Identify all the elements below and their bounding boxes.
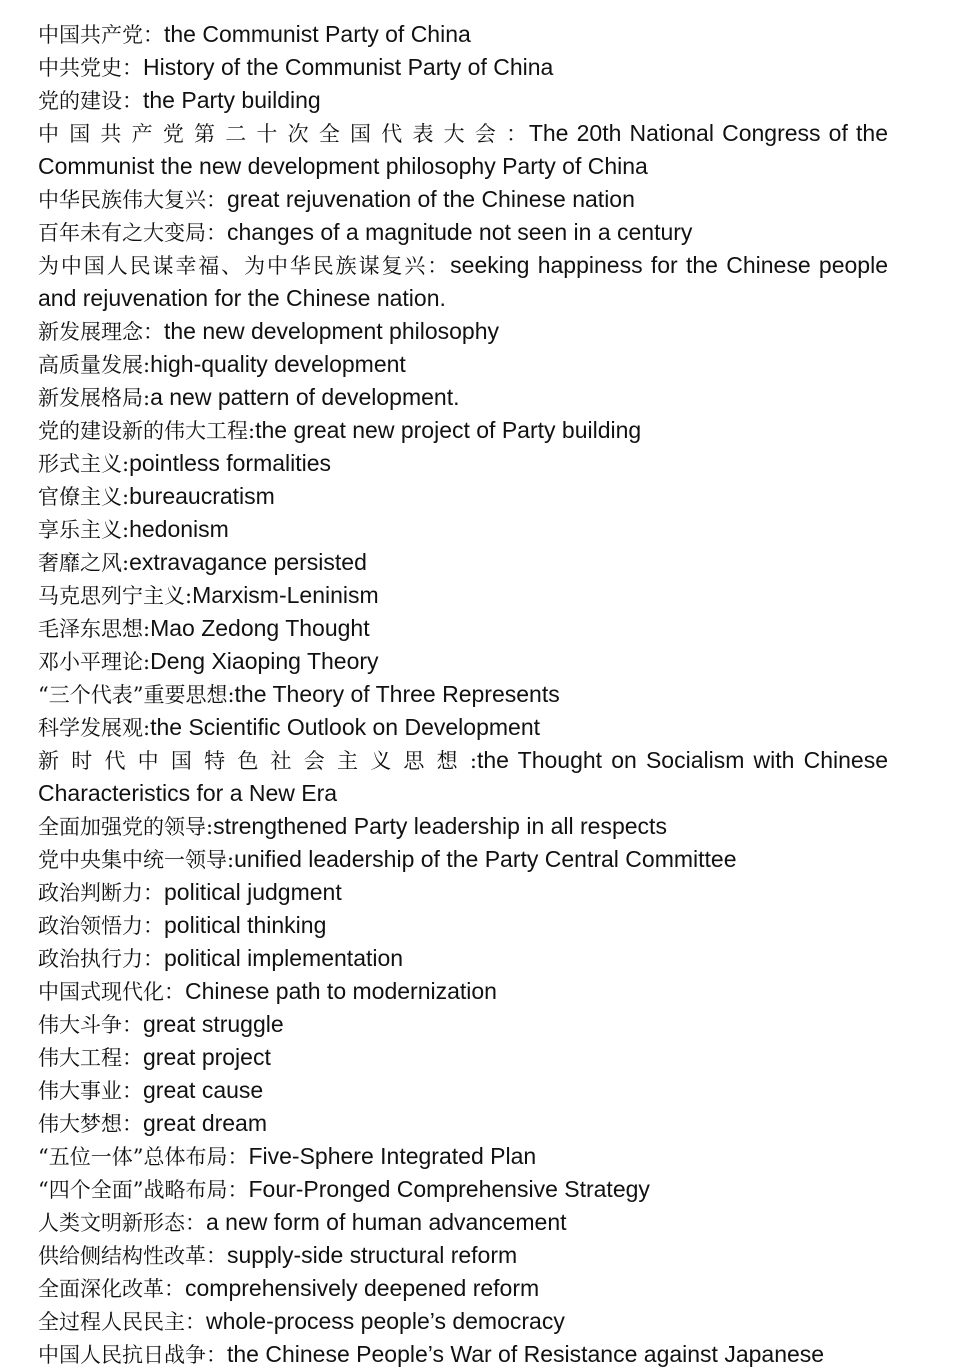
term-chinese: 中国共产党： <box>38 23 164 47</box>
term-english: unified leadership of the Party Central Committee <box>234 846 737 872</box>
glossary-entry <box>38 117 888 183</box>
term-chinese: 享乐主义: <box>38 518 130 542</box>
glossary-entry <box>38 876 888 909</box>
term-chinese: 人类文明新形态： <box>38 1211 206 1235</box>
term-english: great rejuvenation of the Chinese nation <box>227 186 635 212</box>
term-english: great struggle <box>143 1011 284 1037</box>
glossary-entry <box>38 1338 888 1371</box>
term-english: comprehensively deepened reform <box>185 1275 540 1301</box>
term-english: The 20th National Congress of the Communist the new development philosophy Party of China <box>38 120 888 179</box>
term-chinese: “四个全面”战略布局： <box>38 1178 249 1202</box>
glossary-entry <box>38 711 888 744</box>
glossary-entry <box>38 1272 888 1305</box>
term-english: the new development philosophy <box>164 318 500 344</box>
glossary-entry <box>38 942 888 975</box>
term-chinese: 全过程人民民主： <box>38 1310 206 1334</box>
term-chinese: 伟大梦想： <box>38 1112 143 1136</box>
term-chinese: 中华民族伟大复兴： <box>38 188 227 212</box>
term-chinese: 官僚主义: <box>38 485 130 509</box>
term-chinese: 奢靡之风: <box>38 551 130 575</box>
glossary-entry <box>38 975 888 1008</box>
glossary-entry <box>38 348 888 381</box>
term-english: the Communist Party of China <box>164 21 471 47</box>
term-english: Four-Pronged Comprehensive Strategy <box>248 1176 650 1202</box>
term-chinese: 形式主义: <box>38 452 130 476</box>
term-english: a new pattern of development. <box>150 384 460 410</box>
term-english: great project <box>143 1044 271 1070</box>
term-english: the Theory of Three Represents <box>234 681 560 707</box>
term-english: bureaucratism <box>129 483 275 509</box>
term-english: high-quality development <box>150 351 406 377</box>
term-chinese: 为中国人民谋幸福、为中华民族谋复兴： <box>38 254 451 278</box>
term-english: hedonism <box>129 516 229 542</box>
term-english: whole-process people’s democracy <box>206 1308 565 1334</box>
term-english: great dream <box>143 1110 268 1136</box>
term-english: pointless formalities <box>129 450 332 476</box>
term-english: a new form of human advancement <box>206 1209 567 1235</box>
glossary-entry <box>38 249 888 315</box>
term-chinese: 全面加强党的领导: <box>38 815 214 839</box>
glossary-entry <box>38 1041 888 1074</box>
term-english: strengthened Party leadership in all respects <box>213 813 667 839</box>
term-chinese: 伟大斗争： <box>38 1013 143 1037</box>
term-chinese: “三个代表”重要思想: <box>38 683 235 707</box>
term-chinese: 党的建设新的伟大工程: <box>38 419 256 443</box>
glossary-entry <box>38 447 888 480</box>
glossary-entry <box>38 645 888 678</box>
term-chinese: 中共党史： <box>38 56 143 80</box>
term-chinese: 党中央集中统一领导: <box>38 848 235 872</box>
term-english: supply-side structural reform <box>227 1242 518 1268</box>
term-english: political thinking <box>164 912 327 938</box>
glossary-entry <box>38 1074 888 1107</box>
glossary-entry <box>38 546 888 579</box>
term-chinese: 中国式现代化： <box>38 980 185 1004</box>
glossary-entry <box>38 744 888 810</box>
glossary-entry <box>38 612 888 645</box>
glossary-entry <box>38 1140 888 1173</box>
term-english: Chinese path to modernization <box>185 978 497 1004</box>
term-english: History of the Communist Party of China <box>143 54 554 80</box>
term-chinese: 新发展格局: <box>38 386 151 410</box>
glossary-entry <box>38 84 888 117</box>
term-chinese: 科学发展观: <box>38 716 151 740</box>
term-chinese: 供给侧结构性改革： <box>38 1244 227 1268</box>
glossary-entry <box>38 381 888 414</box>
glossary-entry <box>38 1107 888 1140</box>
glossary-entry <box>38 1239 888 1272</box>
term-chinese: “五位一体”总体布局： <box>38 1145 249 1169</box>
glossary-entry <box>38 414 888 447</box>
term-chinese: 百年未有之大变局： <box>38 221 227 245</box>
glossary-entry <box>38 18 888 51</box>
term-chinese: 政治领悟力： <box>38 914 164 938</box>
term-chinese: 政治判断力： <box>38 881 164 905</box>
glossary-entry <box>38 216 888 249</box>
glossary-document <box>38 18 888 1371</box>
term-english: the Thought on Socialism with Chinese Characteristics for a New Era <box>38 747 888 806</box>
glossary-entry <box>38 1173 888 1206</box>
term-chinese: 中 国 共 产 党 第 二 十 次 全 国 代 表 大 会 ： <box>38 122 529 146</box>
term-english: changes of a magnitude not seen in a century <box>227 219 693 245</box>
term-english: the Chinese People’s War of Resistance against Japanese <box>227 1341 825 1367</box>
glossary-entry <box>38 909 888 942</box>
term-english: the great new project of Party building <box>255 417 642 443</box>
term-english: the Party building <box>143 87 321 113</box>
term-chinese: 政治执行力： <box>38 947 164 971</box>
term-chinese: 伟大事业： <box>38 1079 143 1103</box>
glossary-entry <box>38 810 888 843</box>
term-english: Mao Zedong Thought <box>150 615 370 641</box>
glossary-entry <box>38 513 888 546</box>
glossary-entry <box>38 315 888 348</box>
term-chinese: 伟大工程： <box>38 1046 143 1070</box>
term-chinese: 中国人民抗日战争： <box>38 1343 227 1367</box>
glossary-entry <box>38 579 888 612</box>
glossary-entry <box>38 1008 888 1041</box>
term-chinese: 马克思列宁主义: <box>38 584 193 608</box>
term-english: great cause <box>143 1077 264 1103</box>
term-english: Marxism-Leninism <box>192 582 379 608</box>
term-chinese: 毛泽东思想: <box>38 617 151 641</box>
term-chinese: 新发展理念： <box>38 320 164 344</box>
term-english: the Scientific Outlook on Development <box>150 714 541 740</box>
glossary-entry <box>38 678 888 711</box>
glossary-entry <box>38 51 888 84</box>
term-chinese: 党的建设： <box>38 89 143 113</box>
term-english: seeking happiness for the Chinese people and rejuvenation for the Chinese nation. <box>38 252 888 311</box>
term-english: Five-Sphere Integrated Plan <box>248 1143 537 1169</box>
glossary-entry <box>38 843 888 876</box>
term-english: political implementation <box>164 945 404 971</box>
term-chinese: 全面深化改革： <box>38 1277 185 1301</box>
term-chinese: 高质量发展: <box>38 353 151 377</box>
term-chinese: 新 时 代 中 国 特 色 社 会 主 义 思 想 : <box>38 749 477 773</box>
term-chinese: 邓小平理论: <box>38 650 151 674</box>
term-english: political judgment <box>164 879 342 905</box>
term-english: extravagance persisted <box>129 549 367 575</box>
term-english: Deng Xiaoping Theory <box>150 648 379 674</box>
glossary-entry <box>38 1305 888 1338</box>
glossary-entry <box>38 183 888 216</box>
glossary-entry <box>38 1206 888 1239</box>
glossary-entry <box>38 480 888 513</box>
